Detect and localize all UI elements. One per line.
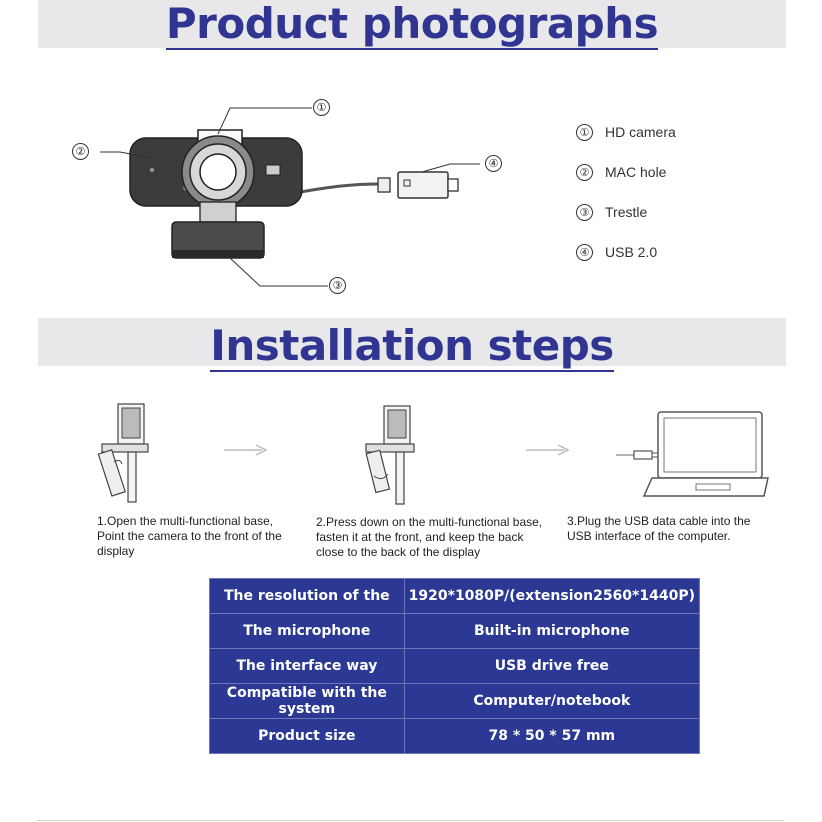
spec-label: The interface way bbox=[210, 649, 405, 684]
arrow-icon bbox=[524, 442, 574, 458]
spec-label: Product size bbox=[210, 719, 405, 754]
legend-item bbox=[576, 152, 776, 192]
product-photographs-banner bbox=[38, 0, 786, 48]
callout-2: ② bbox=[72, 143, 89, 160]
callout-3: ③ bbox=[329, 277, 346, 294]
table-row bbox=[210, 719, 700, 754]
step2-illustration bbox=[358, 404, 428, 509]
legend-label: MAC hole bbox=[605, 164, 667, 180]
spec-table bbox=[209, 578, 700, 754]
table-row bbox=[210, 614, 700, 649]
legend-item bbox=[576, 232, 776, 272]
legend-label: HD camera bbox=[605, 124, 676, 140]
divider bbox=[38, 820, 784, 821]
legend-num: ④ bbox=[576, 244, 593, 261]
spec-label: The resolution of the bbox=[210, 579, 405, 614]
legend-num: ③ bbox=[576, 204, 593, 221]
spec-value: Computer/notebook bbox=[404, 684, 699, 719]
legend-label: Trestle bbox=[605, 204, 648, 220]
spec-value: Built-in microphone bbox=[404, 614, 699, 649]
callout-4: ④ bbox=[485, 155, 502, 172]
laptop-icon bbox=[612, 408, 772, 500]
spec-value: 78 * 50 * 57 mm bbox=[404, 719, 699, 754]
step1-illustration bbox=[90, 400, 160, 505]
step-3-text: 3.Plug the USB data cable into the USB interface of the computer. bbox=[567, 514, 751, 543]
table-row bbox=[210, 649, 700, 684]
webcam-diagram bbox=[60, 92, 520, 302]
spec-value: USB drive free bbox=[404, 649, 699, 684]
spec-label: Compatible with the system bbox=[210, 684, 405, 719]
table-row bbox=[210, 684, 700, 719]
step-2-text: 2.Press down on the multi-functional base, fasten it at the front, and keep the back close to the back of the display bbox=[316, 515, 543, 559]
spec-value: 1920*1080P/(extension2560*1440P) bbox=[404, 579, 699, 614]
legend-item bbox=[576, 192, 776, 232]
parts-legend bbox=[576, 112, 776, 272]
table-row bbox=[210, 579, 700, 614]
legend-num: ② bbox=[576, 164, 593, 181]
installation-steps-title: Installation steps bbox=[210, 321, 614, 370]
product-photographs-title: Product photographs bbox=[165, 0, 659, 48]
legend-item bbox=[576, 112, 776, 152]
callout-1: ① bbox=[313, 99, 330, 116]
installation-steps-banner bbox=[38, 318, 786, 370]
legend-label: USB 2.0 bbox=[605, 244, 658, 260]
legend-num: ① bbox=[576, 124, 593, 141]
step-1-text: 1.Open the multi-functional base, Point the camera to the front of the display bbox=[97, 514, 282, 558]
arrow-icon bbox=[222, 442, 272, 458]
spec-label: The microphone bbox=[210, 614, 405, 649]
